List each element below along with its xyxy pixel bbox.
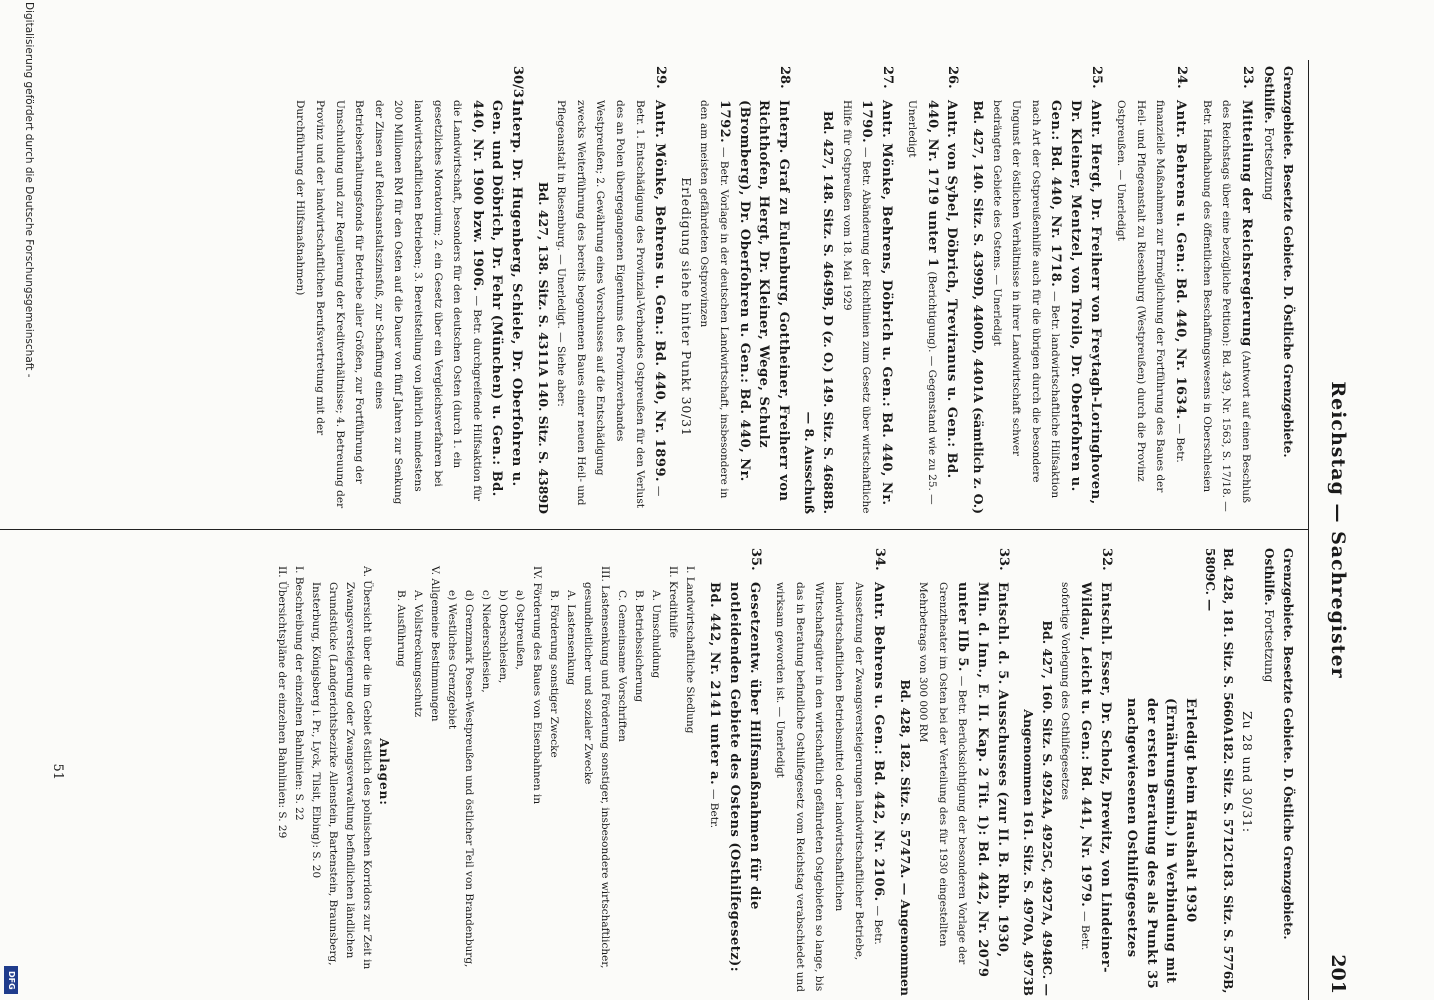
erledigt-text: Erledigt beim Haushalt 1930 (Ernährungsmin.) in Verbindung mit der ersten Beratung des als Punkt 35 nachgewiesenen Osthilfegesetzes bbox=[1124, 698, 1199, 990]
outline-item: B. Förderung sonstiger Zwecke bbox=[547, 590, 560, 758]
outline-list bbox=[273, 548, 698, 996]
rotated-document-page bbox=[0, 60, 1355, 1000]
entry-description: — Betr. Aussetzung der Zwangsversteigerungen landwirtschaftlicher Betriebe, landwirtschaftlichen Betriebsmittel oder landwirtschaftlichen Wirtschaftsgüter in den wirtschaftlich gefährdeten Ostgebieten so lange, bis das in Beratung befindliche Osthilfegesetz vom Reichstag verabschiedet und wirksam geworden ist. — Unerledigt bbox=[774, 582, 885, 993]
continuation-rest: Fortsetzung bbox=[1262, 609, 1277, 683]
entry-title: Gesetzentw. über Hilfsmaßnahmen für die notleidenden Gebiete des Ostens (Osthilfegesetz): Bd. 442, Nr. 2141 unter a. bbox=[707, 582, 762, 973]
entry-title: Antr. Mönke, Behrens, Döbrich u. Gen.: Bd. 440, Nr. 1790. bbox=[859, 100, 894, 506]
entry-number: 25. bbox=[1088, 66, 1104, 89]
right-entries bbox=[705, 548, 1115, 996]
outline-item: b) Oberschlesien, bbox=[496, 590, 509, 684]
entry-description: (Antwort auf einen Beschluß des Reichstags über eine bezügliche Petition): Bd. 439, Nr. 1563, S. 17/18. — Betr. Handhabung des öffentlichen Beschaffungswesens in Oberschlesien bbox=[1200, 100, 1252, 512]
index-entry bbox=[800, 66, 896, 514]
entry-description: — Betr. durchgreifende Hilfsaktion für die Landwirtschaft, besonders für den deutschen Osten (durch 1. ein gesetzliches Moratorium; 2. ein Gesetz über ein Vergleichsverfahren bei landwirtschaftlichen Betrieben; 3. Bereitstellung von jährlich mindestens 200 Millionen RM für den Osten auf die Dauer von fünf Jahren zur Senkung der Zinsen auf Reichsanstaltszinsfuß, zur Schaffung eines Betriebserhaltungsfonds für Betriebe aller Größen, zur Fortführung der Umschuldung und zur Regulierung der Kreditverhältnisse; 4. Betreuung der Provinz und der landwirtschaftlichen Berufsvertretung mit der Durchführung der Hilfsmaßnahmen) bbox=[294, 100, 483, 509]
index-entry bbox=[771, 548, 889, 996]
outline-item: e) Westliches Grenzgebiet bbox=[445, 590, 458, 730]
outline-item: B. Betriebssicherung bbox=[632, 590, 645, 703]
outline-item: I. Beschreibung der einzelnen Bahnlinien: S. 22 bbox=[292, 566, 305, 821]
entry-title: Antr. Behrens u. Gen.: Bd. 442, Nr. 2106. bbox=[871, 582, 887, 902]
sidebar-credit bbox=[3, 0, 35, 1000]
continuation-bold: Grenzgebiete. Besetzte Gebiete. D. Östliche Grenzgebiete. Osthilfe. bbox=[1262, 66, 1295, 458]
page-header bbox=[1308, 60, 1355, 1000]
left-column bbox=[284, 66, 1297, 514]
index-entry bbox=[1197, 66, 1256, 514]
outline-item: a) Ostpreußen, bbox=[513, 590, 526, 670]
entry-description: — Betr. Vorlage in der deutschen Landwirtschaft, insbesondere in den am meisten gefährdeten Ostprovinzen bbox=[698, 100, 730, 499]
right-column bbox=[273, 548, 1297, 996]
entry-title: Antr. Hergt, Dr. Freiherr von Freytagh-Loringhoven, Dr. Kleiner, Mentzel, von Troilo, Dr. Oberfohren u. Gen.: Bd. 440, Nr. 1718. bbox=[1048, 100, 1103, 505]
entry-title: Entschl. Esser, Dr. Scholz, Drewitz, von Lindeiner-Wildau, Leicht u. Gen.: Bd. 441, Nr. 1979. bbox=[1078, 582, 1113, 974]
index-entry bbox=[895, 548, 1012, 996]
outline-item: C. Gemeinsame Vorschriften bbox=[615, 590, 628, 742]
entry-title: Interp. Dr. Hugenberg, Schiele, Dr. Oberfohren u. Gen. und Döbrich, Dr. Fehr (München) u. Gen.: Bd. 440, Nr. 1900 bzw. 1906. bbox=[469, 100, 525, 497]
outline-item: d) Grenzmark Posen-Westpreußen und östlicher Teil von Brandenburg, bbox=[462, 590, 475, 968]
entry-note: Erledigung siehe hinter Punkt 30/31 bbox=[678, 177, 694, 437]
column-divider bbox=[0, 529, 1309, 530]
outline-item: I. Landwirtschaftliche Siedlung bbox=[683, 566, 696, 734]
entry-description: — Betr. sofortige Vorlegung des Osthilfegesetzes bbox=[1059, 582, 1092, 951]
page-number: 201 bbox=[1327, 954, 1349, 994]
entry-title: Mitteilung der Reichsregierung bbox=[1238, 100, 1254, 347]
outline-item: A. Übersicht über die im Gebiet östlich des polnischen Korridors zur Zeit in Zwangsversteigerung oder Zwangsverwaltung befindlichen ländlichen Grundstücke (Landgerichtsbezirke Allenstein, Bartenstein, Braunsberg, Insterburg, Königsberg i. Pr., Lyck, Tilsit, Elbing): S. 20 bbox=[309, 566, 373, 970]
entry-title: Antr. Mönke, Behrens u. Gen.: Bd. 440, Nr. 1899. bbox=[652, 100, 668, 483]
entry-description: — Betr. Abänderung der Richtlinien zum Gesetz über wirtschaftliche Hilfe für Ostpreußen vom 18. Mai 1929 bbox=[840, 100, 873, 514]
outline-item: II. Kredithilfe bbox=[666, 566, 679, 638]
entry-number: 23. bbox=[1239, 66, 1255, 89]
entry-title: Antr. Behrens u. Gen.: Bd. 440, Nr. 1634. bbox=[1173, 100, 1189, 420]
reference-line: 183. Sitz. S. 5776B, 5809C. — bbox=[1202, 548, 1236, 994]
entry-number: 30/31. bbox=[510, 66, 526, 112]
entry-reference: Bd. 427, 140. Sitz. S. 4399D, 4400D, 4401A (sämtlich z. O.) bbox=[971, 100, 987, 514]
reference-line: 182. Sitz. S. 5712C bbox=[1221, 734, 1236, 862]
outline-item: A. Vollstreckungsschutz bbox=[411, 590, 424, 718]
outline-item: A. Umschuldung bbox=[649, 590, 662, 679]
entry-title: Entschl. d. 5. Ausschusses (zur II. B. Rhh. 1930, Min. d. Inn., E. II. Kap. 2 Tit. 1): Bd. 442, Nr. 2079 unter IIb 5. bbox=[955, 582, 1010, 978]
outline-item: c) Niederschlesien, bbox=[479, 590, 492, 693]
entry-number: 24. bbox=[1174, 66, 1190, 89]
entry-title: Interp. Graf zu Eulenburg, Gottheiner, Freiherr von Richthofen, Hergt, Dr. Kleiner, Wege, Schulz (Bromberg), Dr. Oberfohren u. Gen.: Bd. 440, Nr. 1792. bbox=[716, 100, 791, 502]
entry-number: 27. bbox=[879, 66, 895, 89]
continuation-bold: Grenzgebiete. Besetzte Gebiete. D. Östliche Grenzgebiete. Osthilfe. bbox=[1262, 548, 1295, 940]
entry-description: — Betr. bbox=[708, 788, 721, 829]
entry-description: — Betr. 1. Entschädigung des Provinzial-Verbandes Ostpreußen für den Verlust des an Polen übergegangenen Eigentums des Provinzverbandes Westpreußen; 2. Gewährung eines Vorschusses auf die Entschädigung zwecks Weiterführung des bereits begonnenen Baues einer neuen Heil- und Pflegeanstalt in Riesenburg. — Unerledigt. — Siehe aber: bbox=[555, 100, 666, 508]
index-entry bbox=[291, 66, 526, 514]
dfg-logo: DFG bbox=[4, 966, 18, 994]
outline-item: III. Lastensenkung und Förderung sonstiger, insbesondere wirtschaftlicher, gesundheitlicher und sozialer Zwecke bbox=[581, 566, 611, 969]
index-entry bbox=[903, 66, 962, 514]
outline-item: Anlagen: bbox=[376, 738, 391, 806]
entry-reference: Bd. 427, 160. Sitz. S. 4924A, 4925C, 4927A, 4948C. — Angenommen 161. Sitz. S. 4970A, 4973B bbox=[1021, 620, 1055, 996]
entry-reference: Bd. 428, 182. Sitz. S. 5747A. — Angenommen bbox=[897, 679, 913, 996]
continuation-heading bbox=[1260, 66, 1297, 514]
entry-number: 35. bbox=[747, 548, 763, 571]
outline-item: B. Ausführung bbox=[394, 590, 407, 667]
sidebar-credit-text: Digitalisierung gefördert durch die Deutsche Forschungsgemeinschaft - bbox=[23, 2, 35, 378]
entry-number: 26. bbox=[945, 66, 961, 89]
index-entry bbox=[676, 66, 793, 514]
entry-description: (Berichtigung). — Gegenstand wie zu 25. — Unerledigt bbox=[906, 100, 938, 505]
entry-reference: Bd. 427, 148. Sitz. S. 4649B, D (z. O.) 149. Sitz. S. 4688B. — 8. Ausschuß bbox=[802, 110, 836, 514]
left-entries bbox=[291, 66, 1256, 514]
entry-description: — Betr. landwirtschaftliche Hilfsaktion nach Art der Ostpreußenhilfe auch für die übrigen durch die besondere Ungunst der östlichen Verhältnisse in ihrer Landwirtschaft schwer bedrängten Gebiete des Ostens. — Unerledigt bbox=[990, 100, 1062, 499]
index-entry bbox=[1112, 66, 1190, 514]
entry-reference: Bd. 427, 138. Sitz. S. 4311A 140. Sitz. S. 4389D bbox=[535, 181, 551, 514]
entry-number: 34. bbox=[872, 548, 888, 571]
running-title: Reichstag — Sachregister bbox=[1327, 381, 1349, 679]
outline-item: V. Allgemeine Bestimmungen bbox=[428, 566, 441, 722]
entry-title: Antr. von Sybel, Döbrich, Treviranus u. Gen.: Bd. 440, Nr. 1719 unter 1 bbox=[924, 100, 960, 479]
entry-number: 33. bbox=[995, 548, 1011, 571]
entry-number: 28. bbox=[776, 66, 792, 89]
footer-page-number: 51 bbox=[50, 763, 65, 780]
entry-number: 29. bbox=[653, 66, 669, 89]
outline-item: IV. Förderung des Baues von Eisenbahnen in bbox=[530, 566, 543, 805]
index-entry bbox=[969, 66, 1105, 514]
entry-description: — Betr. Berücksichtigung der besonderen Vorlage der Grenztheater im Osten bei der Verteilung des für 1930 eingestellten Mehrbetrags von 300 000 RM bbox=[917, 582, 969, 965]
reference-block bbox=[1200, 548, 1237, 996]
continuation-rest: Fortsetzung bbox=[1262, 127, 1277, 201]
index-entry bbox=[1019, 548, 1115, 996]
outline-item: II. Übersichtspläne der einzelnen Bahnlinien: S. 29 bbox=[275, 566, 288, 839]
outline-item: A. Lastensenkung bbox=[564, 590, 577, 686]
entry-number: 32. bbox=[1098, 548, 1114, 571]
entry-description: — Betr. finanzielle Maßnahmen zur Ermöglichung der Fortführung des Baues der Heil- und Pflegeanstalt zu Riesenburg (Westpreußen) durch die Provinz Ostpreußen. — Unerledigt bbox=[1115, 100, 1187, 493]
index-entry bbox=[705, 548, 764, 996]
sub-heading: Zu 28 und 30/31: bbox=[1239, 711, 1255, 833]
reference-line: Bd. 428, 181. Sitz. S. 5660A bbox=[1221, 548, 1236, 735]
erledigt-note bbox=[1122, 548, 1200, 996]
index-entry bbox=[533, 66, 669, 514]
continuation-heading bbox=[1260, 548, 1297, 996]
